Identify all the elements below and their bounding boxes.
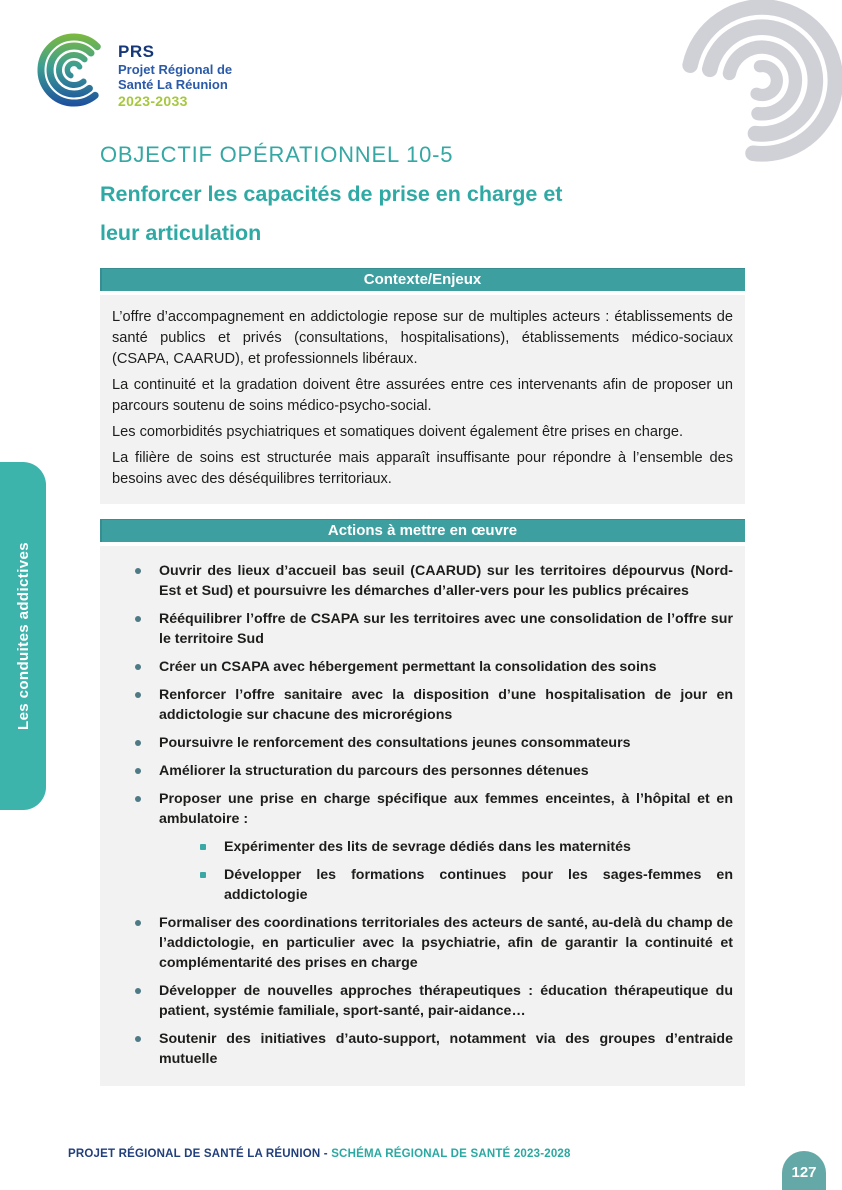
actions-block	[100, 546, 745, 1086]
action-item	[112, 1029, 733, 1069]
section-header-actions	[100, 519, 745, 542]
contexte-paragraph: La filière de soins est structurée mais apparaît insuffisante pour répondre à l’ensemble des besoins avec des déséquilibres territoriaux.	[112, 450, 733, 487]
page-number-badge	[782, 1151, 826, 1190]
action-item-text: Formaliser des coordinations territoriales des acteurs de santé, au-delà du champ de l’addictologie, en particulier avec la psychiatrie, afin de garantir la continuité et complémentarité des prises en charge	[159, 915, 733, 971]
action-item-text: Poursuivre le renforcement des consultations jeunes consommateurs	[159, 735, 631, 751]
action-item-text: Rééquilibrer l’offre de CSAPA sur les territoires avec une consolidation de l’offre sur le territoire Sud	[159, 611, 733, 647]
action-subitem	[112, 865, 733, 905]
action-item-text: Améliorer la structuration du parcours des personnes détenues	[159, 763, 589, 779]
action-item-text: Soutenir des initiatives d’auto-support, notamment via des groupes d’entraide mutuelle	[159, 1031, 733, 1067]
action-item-text: Ouvrir des lieux d’accueil bas seuil (CAARUD) sur les territoires dépourvus (Nord-Est et Sud) et poursuivre les démarches d’aller-vers pour les publics précaires	[159, 563, 733, 599]
footer-title	[68, 1148, 571, 1160]
bullet-icon	[135, 664, 141, 670]
section-header-contexte-label: Contexte/Enjeux	[363, 271, 482, 288]
action-item	[112, 789, 733, 829]
bullet-icon	[135, 568, 141, 574]
square-bullet-icon	[200, 872, 206, 878]
bullet-icon	[135, 920, 141, 926]
bullet-icon	[135, 692, 141, 698]
contexte-paragraph: La continuité et la gradation doivent être assurées entre ces intervenants afin de proposer un parcours soutenu de soins médico-psycho-social.	[112, 377, 733, 414]
page-number: 127	[791, 1163, 817, 1181]
action-item	[112, 761, 733, 781]
action-item	[112, 913, 733, 973]
objective-kicker: OBJECTIF OPÉRATIONNEL 10-5	[100, 142, 454, 167]
section-header-contexte	[100, 268, 745, 291]
section-header-actions-label: Actions à mettre en œuvre	[327, 522, 518, 539]
bullet-icon	[135, 796, 141, 802]
action-item	[112, 561, 733, 601]
logo-acronym: PRS	[118, 42, 155, 61]
action-item	[112, 733, 733, 753]
actions-list	[112, 561, 733, 1069]
chapter-tab-label: Les conduites addictives	[14, 542, 32, 730]
action-item-text: Proposer une prise en charge spécifique aux femmes enceintes, à l’hôpital et en ambulatoire :	[159, 791, 733, 827]
contexte-block	[100, 295, 745, 504]
prs-logo	[30, 30, 232, 110]
action-item	[112, 657, 733, 677]
logo-line-1: Projet Régional de	[118, 62, 233, 78]
logo-line-2: Santé La Réunion	[118, 77, 228, 93]
footer-title-teal: SCHÉMA RÉGIONAL DE SANTÉ 2023-2028	[331, 1148, 571, 1160]
bullet-icon	[135, 616, 141, 622]
chapter-tab	[0, 462, 46, 810]
action-item-text: Développer de nouvelles approches thérapeutiques : éducation thérapeutique du patient, systémie familiale, sport-santé, pair-aidance…	[159, 983, 733, 1019]
logo-arcs-icon	[30, 30, 110, 110]
page-title-line-1: Renforcer les capacités de prise en charge et	[100, 182, 563, 206]
main-content	[100, 142, 745, 1086]
action-item-text: Renforcer l’offre sanitaire avec la disposition d’une hospitalisation de jour en addictologie sur chacune des microrégions	[159, 687, 733, 723]
bullet-icon	[135, 768, 141, 774]
contexte-paragraph: L’offre d’accompagnement en addictologie repose sur de multiples acteurs : établissements de santé publics et privés (consultations, hospitalisations), établissements médico-sociaux (CSAPA, CAARUD), et professionnels libéraux.	[112, 309, 733, 367]
bullet-icon	[135, 1036, 141, 1042]
contexte-paragraph: Les comorbidités psychiatriques et somatiques doivent également être prises en charge.	[112, 424, 684, 440]
bullet-icon	[135, 740, 141, 746]
logo-text	[118, 42, 232, 109]
action-item-text: Créer un CSAPA avec hébergement permettant la consolidation des soins	[159, 659, 657, 675]
action-item-text: Expérimenter des lits de sevrage dédiés dans les maternités	[224, 839, 631, 855]
action-item	[112, 981, 733, 1021]
square-bullet-icon	[200, 844, 206, 850]
action-subitem	[112, 837, 733, 857]
action-item	[112, 609, 733, 649]
page-title-line-2: leur articulation	[100, 221, 262, 245]
page-title	[100, 175, 745, 253]
footer-title-navy: PROJET RÉGIONAL DE SANTÉ LA RÉUNION -	[68, 1148, 332, 1160]
logo-years: 2023-2033	[118, 92, 188, 109]
bullet-icon	[135, 988, 141, 994]
action-item-text: Développer les formations continues pour les sages-femmes en addictologie	[224, 867, 733, 903]
action-item	[112, 685, 733, 725]
